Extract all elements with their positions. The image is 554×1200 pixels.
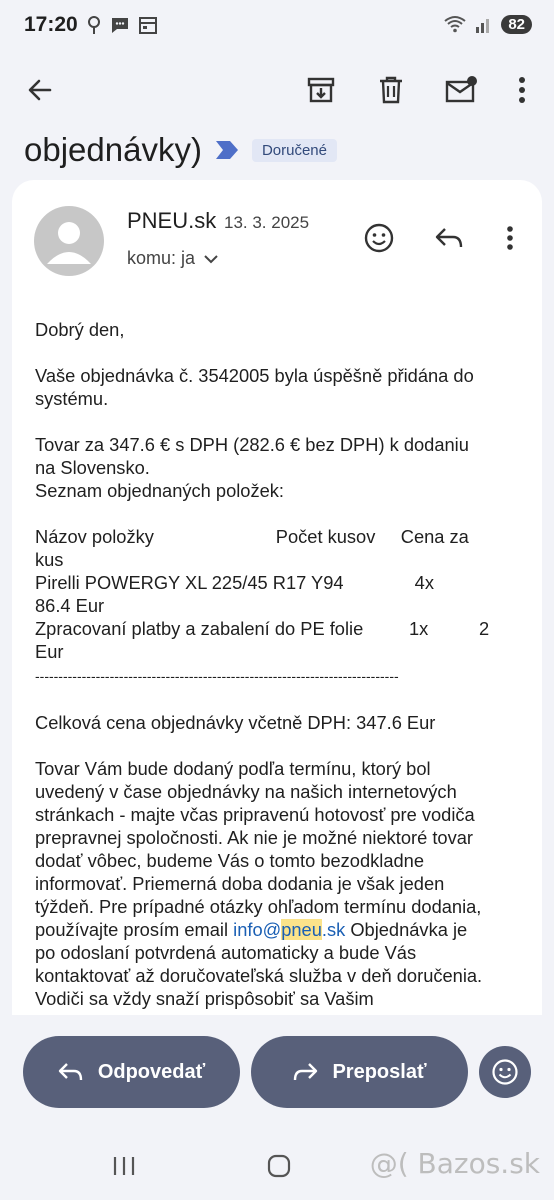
- react-emoji-button[interactable]: [479, 1046, 531, 1098]
- recipient-toggle[interactable]: [127, 248, 219, 269]
- reply-button[interactable]: [23, 1036, 240, 1108]
- location-icon: [86, 15, 102, 35]
- arrow-left-icon: [26, 76, 54, 104]
- forward-button[interactable]: [251, 1036, 468, 1108]
- mark-unread-button[interactable]: [439, 68, 483, 112]
- importance-marker-icon[interactable]: [214, 139, 240, 161]
- more-vert-icon: [518, 76, 526, 104]
- forward-icon: [292, 1061, 318, 1083]
- back-button[interactable]: [18, 68, 62, 112]
- email-body: [35, 318, 525, 1015]
- email-card: [12, 180, 542, 1015]
- bottom-action-bar: [0, 1015, 554, 1130]
- body-paragraph-1: Vaše objednávka č. 3542005 byla úspěšně přidána do systému.: [35, 365, 474, 409]
- forward-label: Preposlať: [332, 1060, 427, 1083]
- system-nav-bar: [0, 1130, 554, 1200]
- sender-name[interactable]: PNEU.sk: [127, 208, 217, 233]
- email-date: 13. 3. 2025: [224, 213, 310, 232]
- status-bar: [0, 0, 554, 52]
- reply-icon-button[interactable]: [429, 218, 469, 258]
- calendar-icon: [138, 15, 158, 35]
- mail-toolbar: [0, 56, 554, 126]
- wifi-icon: [443, 14, 467, 34]
- order-total: Celková cena objednávky včetně DPH: 347.6 Eur: [35, 712, 436, 733]
- reply-icon: [58, 1061, 84, 1083]
- table-header: Názov položky Počet kusov Cena za: [35, 526, 469, 547]
- add-reaction-button[interactable]: [359, 218, 399, 258]
- email-subject: objednávky): [24, 131, 202, 168]
- mail-unread-icon: [444, 75, 478, 105]
- label-inbox-chip[interactable]: Doručené: [252, 139, 337, 162]
- signal-icon: [475, 14, 493, 34]
- home-icon[interactable]: [267, 1154, 291, 1178]
- status-time: 17:20: [24, 13, 78, 36]
- more-vert-icon: [506, 225, 514, 251]
- greeting: Dobrý den,: [35, 319, 125, 340]
- message-more-button[interactable]: [490, 218, 530, 258]
- trash-icon: [377, 75, 405, 105]
- separator-line: ------------------------------------------------------------------------------: [35, 668, 399, 684]
- smiley-icon: [363, 222, 395, 254]
- subject-line: [24, 126, 337, 174]
- sender-avatar[interactable]: [34, 206, 104, 276]
- recent-apps-icon[interactable]: [112, 1155, 136, 1177]
- body-paragraph-2: Tovar za 347.6 € s DPH (282.6 € bez DPH) k dodaniu na Slovensko. Seznam objednaných položek:: [35, 434, 469, 501]
- table-row: Pirelli POWERGY XL 225/45 R17 Y94 4x: [35, 572, 434, 593]
- recipient-label: komu: ja: [127, 248, 196, 268]
- archive-icon: [306, 75, 336, 105]
- email-link[interactable]: info@pneu.sk: [233, 919, 346, 940]
- chat-icon: [110, 15, 130, 35]
- body-paragraph-4: Tovar Vám bude dodaný podľa termínu, ktorý bol uvedený v čase objednávky na našich internetových stránkach - majte včas pripravenú hotovosť pre vodiča prepravnej spoločnosti. Ak nie je možné niektoré tovar dodať vôbec, budeme Vás o tomto bezodkladne informovať. Priemerná doba dodania je však jeden týždeň. Pre prípadné otázky ohľadom termínu dodania, používajte prosím email info@pneu.sk Objednávka je po odoslaní potvrdená automaticky a bude Vás kontaktovať až doručovateľská služba v deň doručenia. Vodiči sa vždy snaží prispôsobiť sa Vašim: [35, 758, 483, 1009]
- more-options-button[interactable]: [500, 68, 544, 112]
- smiley-icon: [491, 1058, 519, 1086]
- person-icon: [34, 206, 104, 276]
- watermark: @( Bazos.sk: [369, 1147, 540, 1180]
- delete-button[interactable]: [369, 68, 413, 112]
- reply-label: Odpovedať: [97, 1060, 206, 1083]
- chevron-down-icon: [203, 253, 219, 265]
- archive-button[interactable]: [299, 68, 343, 112]
- table-row: Zpracovaní platby a zabalení do PE folie 1x 2: [35, 618, 490, 639]
- reply-icon: [434, 225, 464, 251]
- battery-indicator: 82: [501, 15, 532, 34]
- order-items-table: Názov položky Počet kusov Cena za kus Pirelli POWERGY XL 225/45 R17 Y94 4x 86.4 Eur Zpracovaní platby a zabalení do PE folie 1x 2 Eur ------------------------------------------------------------------------------: [35, 526, 490, 684]
